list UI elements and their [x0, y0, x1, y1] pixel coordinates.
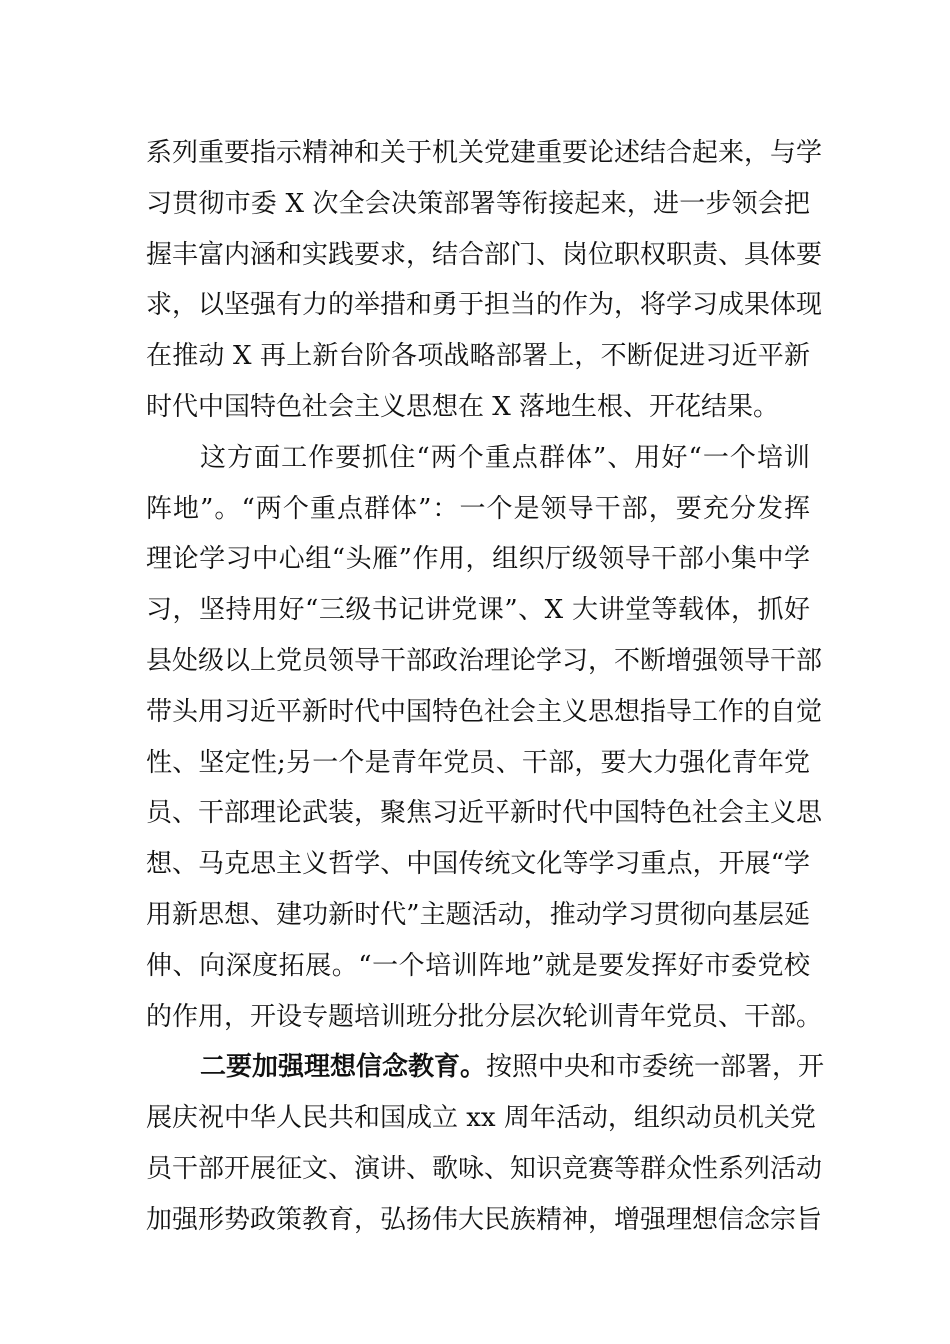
text-line: 想、马克思主义哲学、中国传统文化等学习重点，开展“学	[146, 849, 810, 880]
paragraph-2	[146, 433, 823, 1043]
text-line: 求，以坚强有力的举措和勇于担当的作为，将学习成果体现	[146, 290, 823, 321]
section-heading: 二要加强理想信念教育。	[200, 1052, 487, 1083]
text-line: 带头用习近平新时代中国特色社会主义思想指导工作的自觉	[146, 696, 823, 727]
text-line: 展庆祝中华人民共和国成立 xx 周年活动，组织动员机关党	[146, 1103, 816, 1134]
heading-line-rest: 按照中央和市委统一部署，开	[486, 1052, 825, 1083]
text-line: 在推动 X 再上新台阶各项战略部署上，不断促进习近平新	[146, 341, 810, 372]
text-line: 的作用，开设专题培训班分批分层次轮训青年党员、干部。	[146, 1001, 823, 1032]
text-line: 系列重要指示精神和关于机关党建重要论述结合起来，与学	[146, 138, 823, 168]
text-line: 理论学习中心组“头雁”作用，组织厅级领导干部小集中学	[146, 544, 810, 575]
text-line: 员、干部理论武装，聚焦习近平新时代中国特色社会主义思	[146, 798, 823, 829]
text-line: 伸、向深度拓展。“一个培训阵地”就是要发挥好市委党校	[146, 950, 810, 981]
document-body	[146, 128, 825, 1246]
text-line: 加强形势政策教育，弘扬伟大民族精神，增强理想信念宗旨	[146, 1204, 823, 1235]
text-line: 习，坚持用好“三级书记讲党课”、X 大讲堂等载体，抓好	[146, 595, 810, 626]
text-line: 阵地”。“两个重点群体”：一个是领导干部，要充分发挥	[146, 493, 810, 524]
text-line: 习贯彻市委 X 次全会决策部署等衔接起来，进一步领会把	[146, 188, 810, 219]
text-line	[146, 1042, 825, 1093]
text-line: 员干部开展征文、演讲、歌咏、知识竞赛等群众性系列活动	[146, 1153, 823, 1184]
text-line: 时代中国特色社会主义思想在 X 落地生根、开花结果。	[146, 391, 780, 422]
text-line: 握丰富内涵和实践要求，结合部门、岗位职权职责、具体要	[146, 239, 823, 270]
text-line: 用新思想、建功新时代”主题活动，推动学习贯彻向基层延	[146, 899, 810, 930]
text-line: 县处级以上党员领导干部政治理论学习，不断增强领导干部	[146, 645, 823, 676]
text-line: 性、坚定性;另一个是青年党员、干部，要大力强化青年党	[146, 747, 810, 778]
text-line: 这方面工作要抓住“两个重点群体”、用好“一个培训	[200, 442, 810, 473]
paragraph-1	[146, 128, 823, 433]
paragraph-3	[146, 1042, 825, 1245]
